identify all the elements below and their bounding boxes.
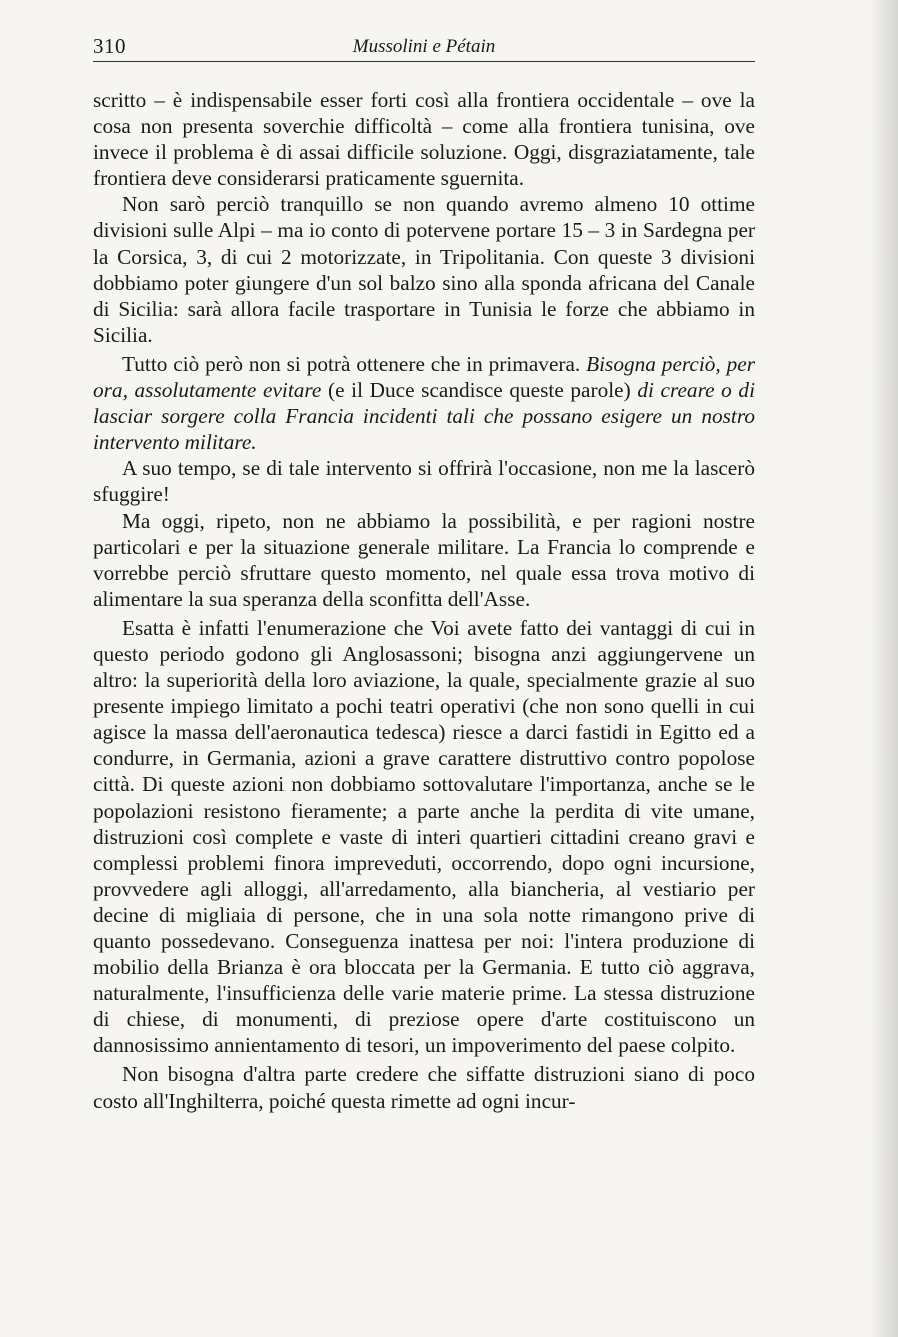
paragraph-3-text-c: (e il Duce scandisce queste parole) (321, 378, 638, 403)
body-text (93, 87, 755, 1114)
running-title: Mussolini e Pétain (352, 36, 496, 57)
paragraph-3-text-a: Tutto ciò però non si potrà ottenere che in primavera. (122, 351, 587, 376)
paragraph-4: A suo tempo, se di tale intervento si offrirà l'occasione, non me la lascerò sfuggire! (93, 456, 755, 507)
page-number: 310 (93, 34, 126, 58)
paragraph-3 (93, 351, 755, 455)
paragraph-2 (93, 191, 755, 348)
paragraph-3-italic-d: di creare o di lasciar sorgere colla Francia incidenti tali che possano esigere un nostro intervento militare. (93, 378, 755, 455)
paragraph-1: scritto – è indispensabile esser forti così alla frontiera occidentale – ove la cosa non presenta soverchie difficoltà – come alla frontiera tunisina, ove invece il problema è di assai difficile soluzione. Oggi, disgraziatamente, tale frontiera deve considerarsi praticamente sguernita. (93, 88, 755, 191)
paragraph-7: Non bisogna d'altra parte credere che siffatte distruzioni siano di poco costo all'Inghilterra, poiché questa rimette ad ogni incur- (93, 1062, 755, 1113)
paragraph-6: Esatta è infatti l'enumerazione che Voi avete fatto dei vantaggi di cui in questo periodo godono gli Anglosassoni; bisogna anzi aggiungervene un altro: la superiorità della loro aviazione, la quale, specialmente grazie al suo presente impiego limitato a pochi teatri operativi (che non sono quelli in cui agisce la massa dell'aeronautica tedesca) riesce a darci fastidi in Egitto ed a condurre, in Germania, azioni a grave carattere distruttivo contro popolose città. Di queste azioni non dobbiamo sottovalutare l'importanza, anche se le popolazioni resistono fieramente; a parte anche la perdita di vite umane, distruzioni così complete e vaste di interi quartieri cittadini creano gravi e complessi problemi finora impreveduti, occorrendo, dopo ogni incursione, provvedere agli alloggi, all'arredamento, alla biancheria, al vestiario per decine di migliaia di persone, che in una sola notte rimangono prive di quanto possedevano. Conseguenza inattesa per noi: l'intera produzione di mobilio della Brianza è ora bloccata per la Germania. E tutto ciò aggrava, naturalmente, l'insufficienza delle varie materie prime. La stessa distruzione di chiese, di monumenti, di preziose opere d'arte costituiscono un dannosissimo annientamento di tesori, un impoverimento del paese colpito. (93, 615, 755, 1058)
paragraph-5: Ma oggi, ripeto, non ne abbiamo la possibilità, e per ragioni nostre particolari e per la situazione generale militare. La Francia lo comprende e vorrebbe perciò sfruttare questo momento, nel quale essa trova motivo di alimentare la sua speranza della sconfitta dell'Asse. (93, 508, 755, 611)
paragraph-3-italic-b: Bisogna perciò, per ora, assolutamente evitare (93, 351, 755, 403)
header-rule (93, 61, 755, 62)
book-page (93, 0, 755, 1114)
page-header (93, 0, 755, 62)
paragraph-2-text: Non sarò perciò tranquillo se non quando avremo almeno 10 ottime divisioni sulle Alpi – ma io conto di potervene portare 15 – 3 in Sardegna per la Corsica, 3, di cui 2 motorizzate, in Tripolitania. Con queste 3 divisioni dobbiamo poter giungere d'un sol balzo sino alla sponda africana del Canale di Sicilia: sarà allora facile trasportare in Tunisia le forze che abbiamo in Sicilia. (93, 192, 755, 347)
page-edge-shadow (870, 0, 898, 1337)
